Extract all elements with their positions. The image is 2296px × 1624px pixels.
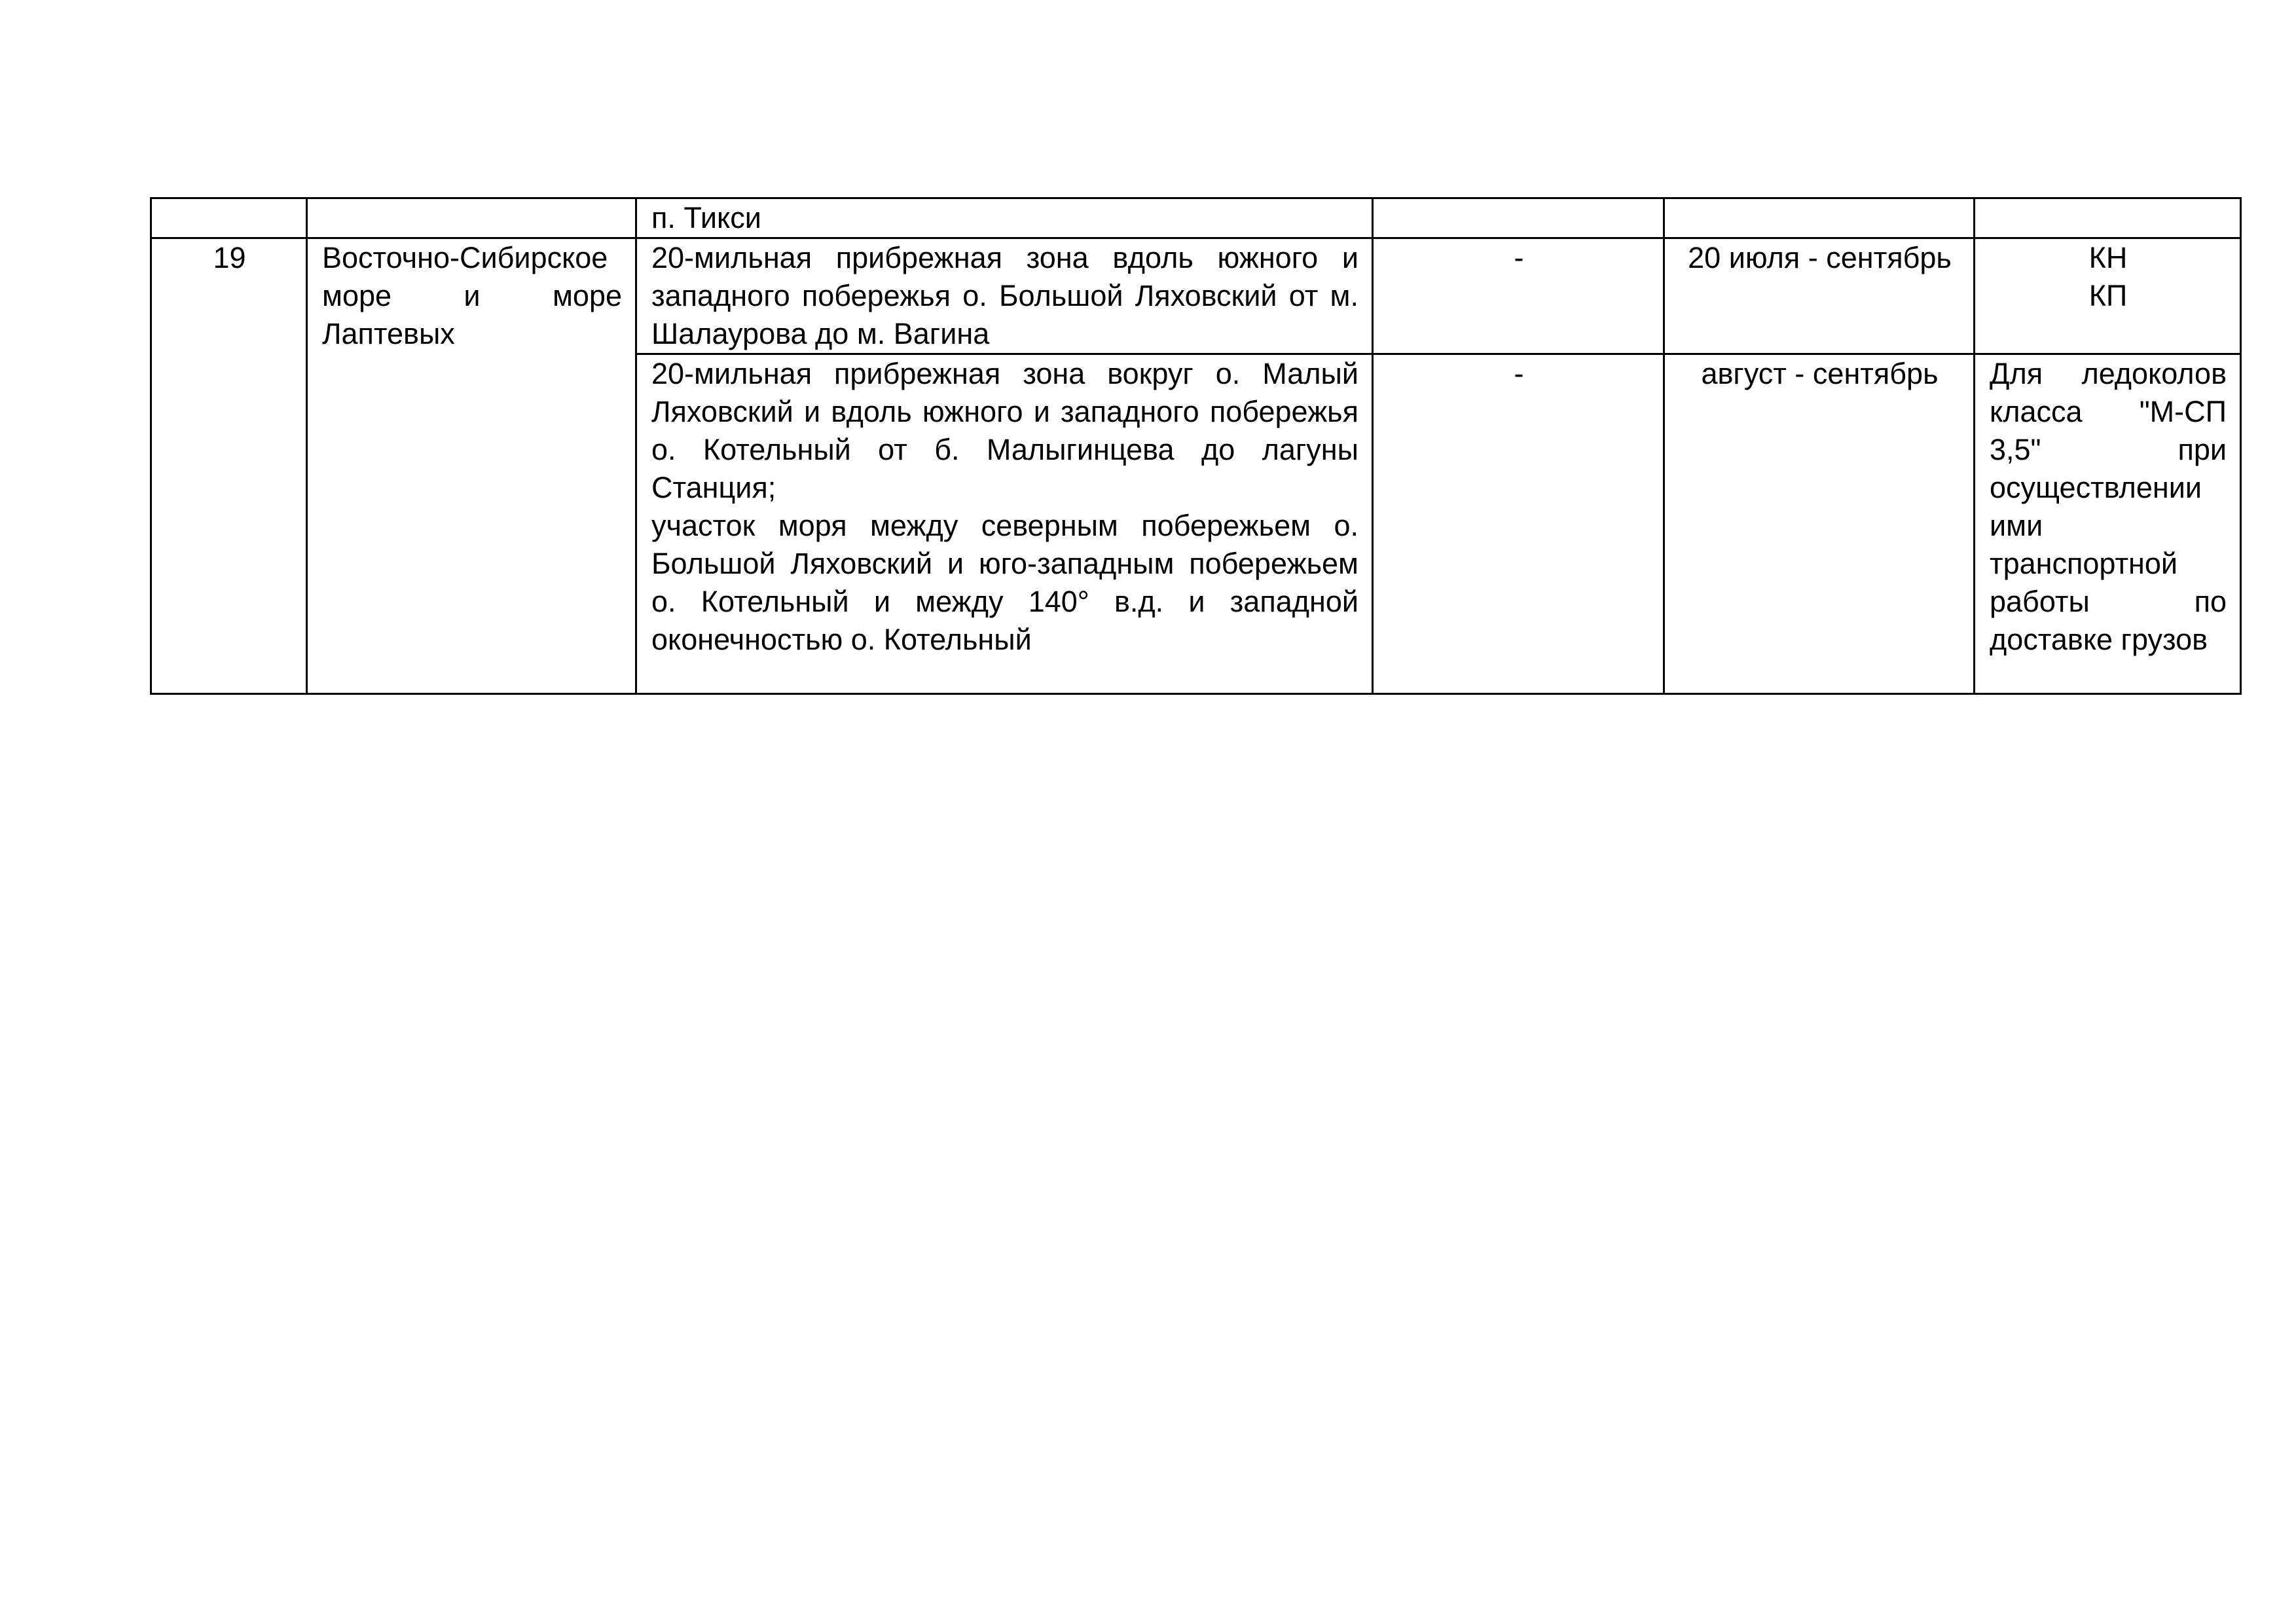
cell-region: Восточно-Сибирское море и море Лаптевых [307,238,636,694]
table-row-continuation [151,198,2241,238]
cell-period: 20 июля - сентябрь [1664,238,1975,354]
cell-number: 19 [151,238,307,694]
cell-note [1975,238,2241,354]
cell-area [636,354,1373,694]
area-paragraph: участок моря между северным побережьем о. Большой Ляховский и юго-западным побережьем о. Котельный и между 140° в.д. и западной оконечностью о. Котельный [651,509,1358,656]
ice-navigation-table [150,197,2242,695]
cell-number [151,198,307,238]
cell-restriction: - [1373,238,1664,354]
cell-area: 20-мильная прибрежная зона вдоль южного и западного побережья о. Большой Ляховский от м. Шалаурова до м. Вагина [636,238,1373,354]
cell-period [1664,198,1975,238]
cell-area: п. Тикси [636,198,1373,238]
note-line: КН [2088,241,2128,274]
cell-restriction [1373,198,1664,238]
cell-note: Для ледоколов класса "М-СП 3,5" при осуществлении ими транспортной работы по доставке грузов [1975,354,2241,694]
cell-restriction: - [1373,354,1664,694]
cell-note [1975,198,2241,238]
cell-period: август - сентябрь [1664,354,1975,694]
cell-region [307,198,636,238]
table-row-19a [151,238,2241,354]
area-paragraph: 20-мильная прибрежная зона вокруг о. Малый Ляховский и вдоль южного и западного побережья о. Котельный от б. Малыгинцева до лагуны Станция; [651,357,1358,504]
note-line: КП [2088,279,2128,312]
